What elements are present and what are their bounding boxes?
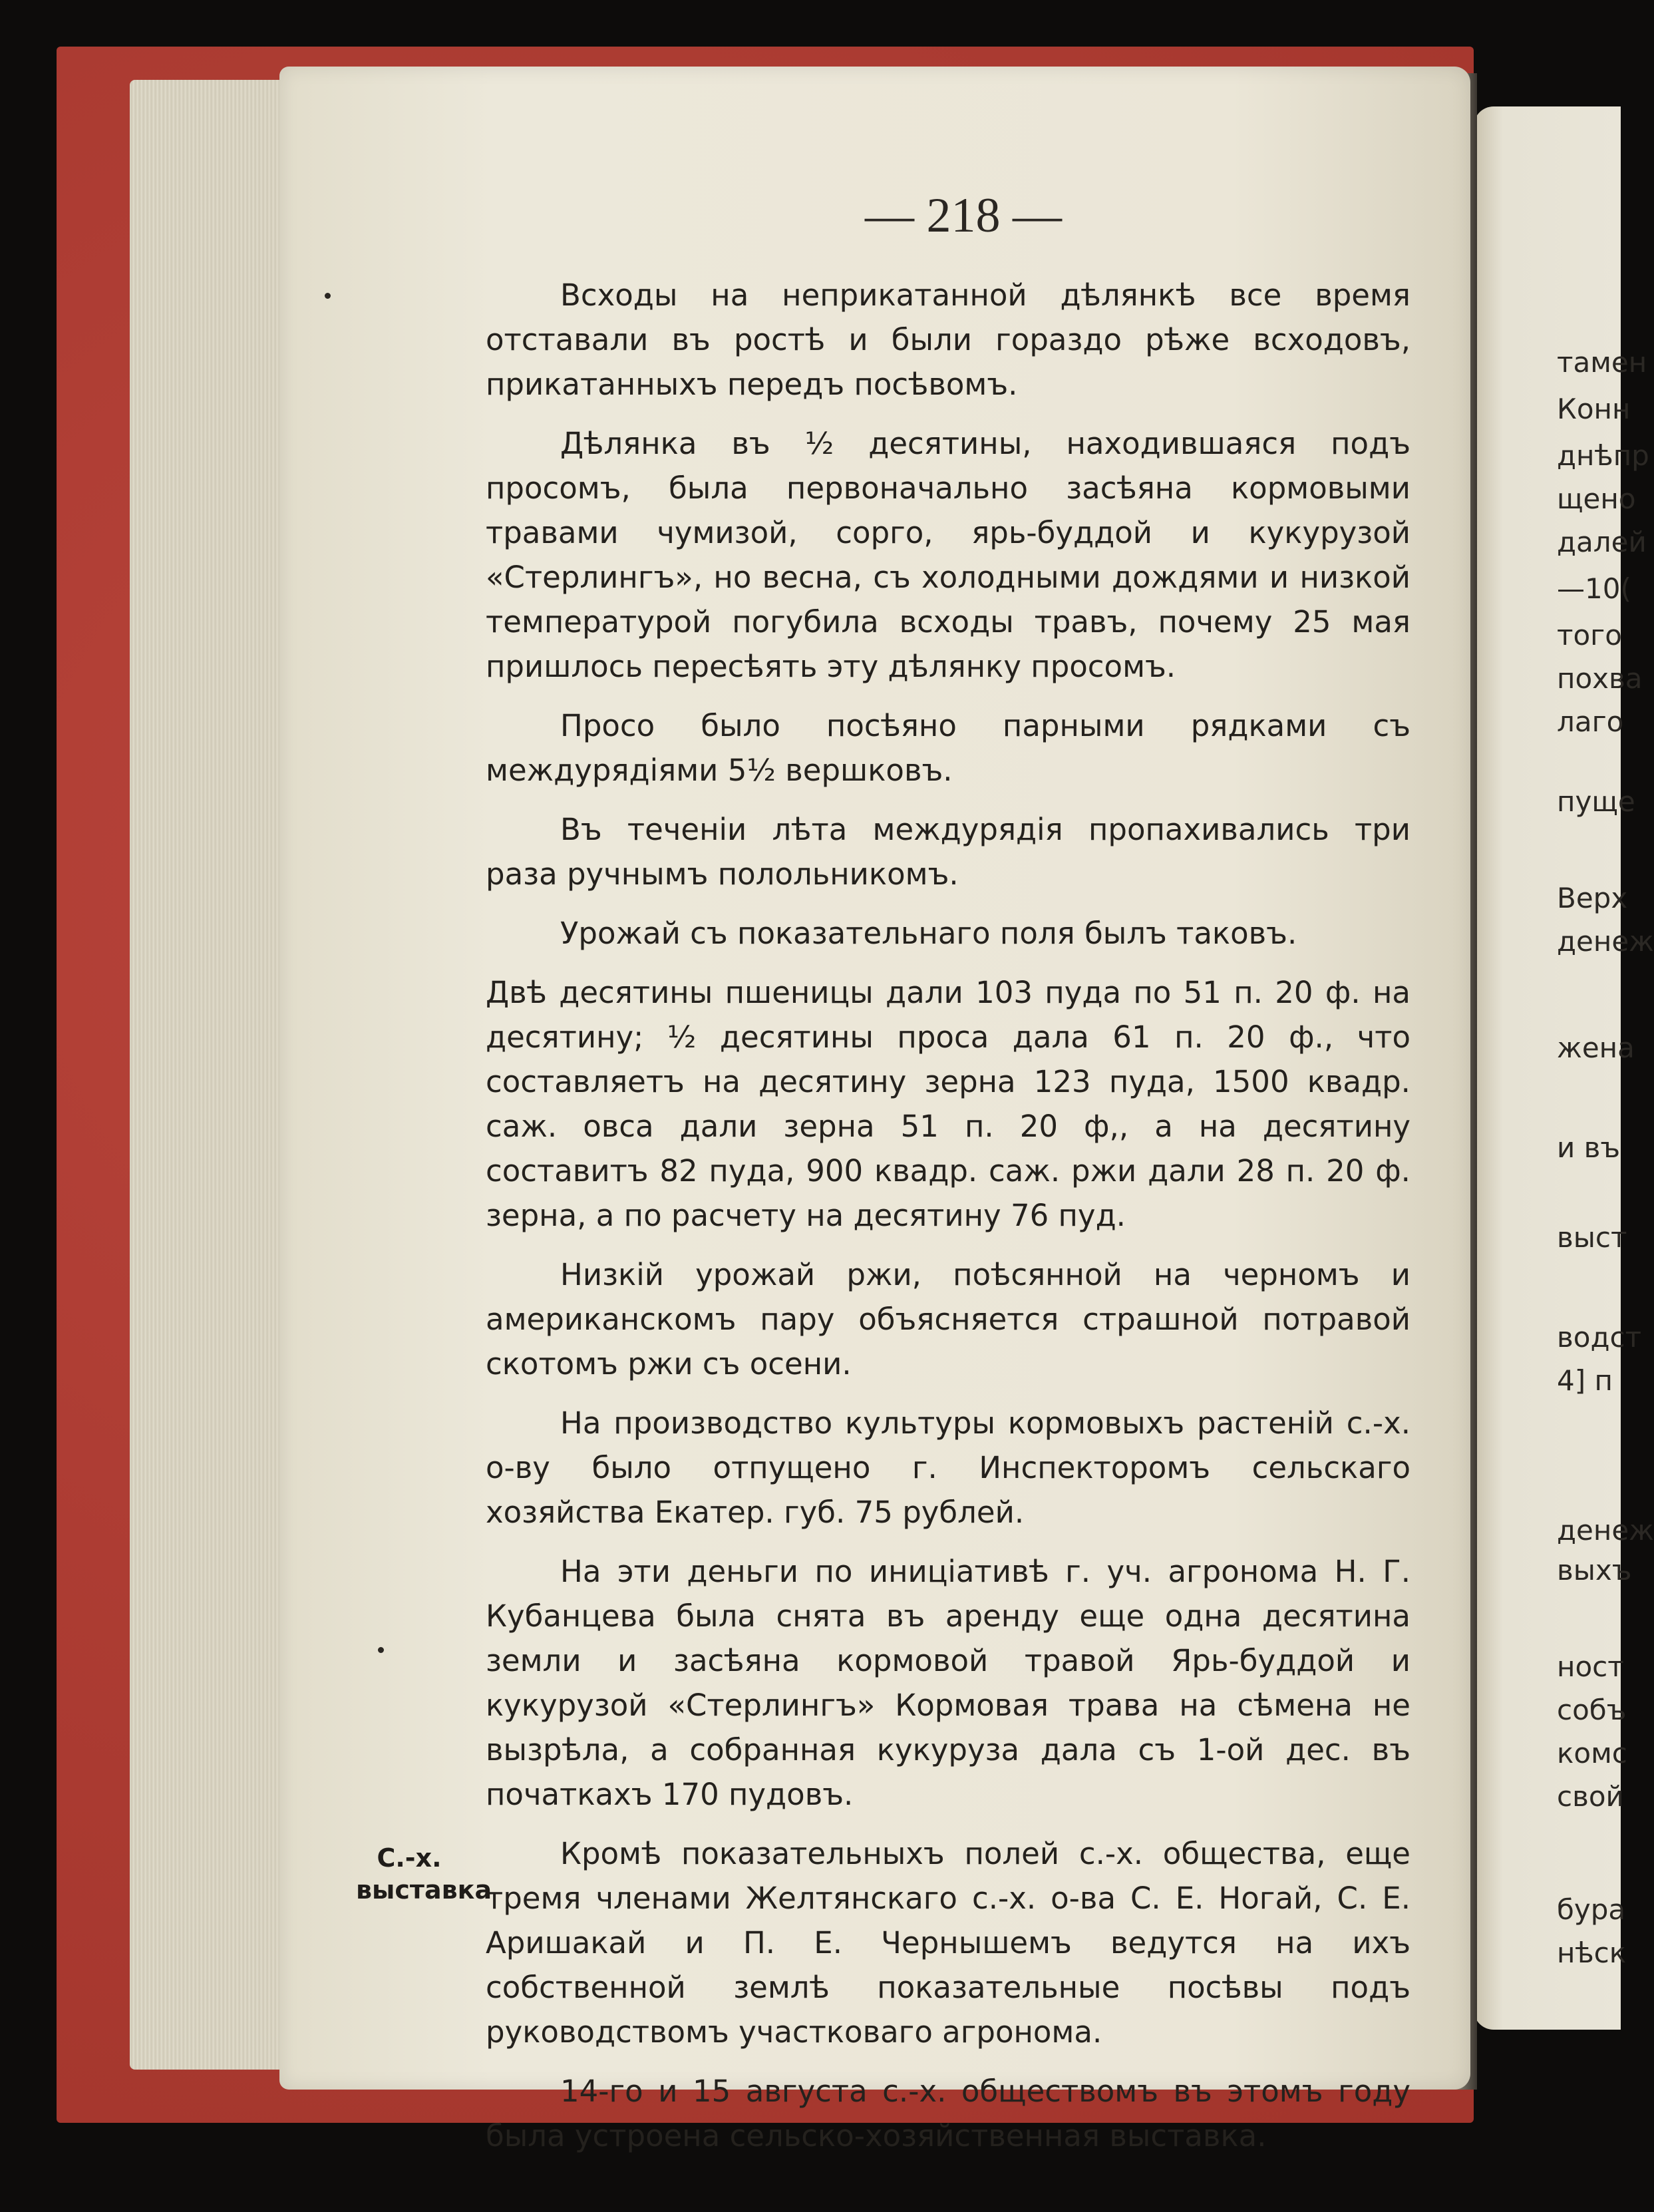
paragraph: Урожай съ показательнаго поля былъ таковъ. xyxy=(560,916,1297,951)
paragraph: Дѣлянка въ ½ десятины, находившаяся подъ просомъ, была первоначально засѣяна кормовыми травами чумизой, сорго, ярь-буддой и кукурузой «Стерлингъ», но весна, съ холодными дождями и низкой температурой погубила всходы травъ, почему 25 мая пришлось пересѣять эту дѣлянку просомъ. xyxy=(486,426,1410,684)
facing-page-line: денеж xyxy=(1557,925,1654,958)
facing-page-line: жена xyxy=(1557,1031,1635,1064)
facing-page-line: похва xyxy=(1557,662,1643,695)
paragraph: Кромѣ показательныхъ полей с.-х. общества, еще тремя членами Желтянскаго с.-х. о-ва С. Е. Ногай, С. Е. Аришакай и П. Е. Чернышемъ ведутся на ихъ собственной землѣ показательные посѣвы подъ руководствомъ участковаго агронома. xyxy=(486,1836,1410,2050)
facing-page-line: тамен xyxy=(1557,346,1647,379)
facing-page-line: днѣпр xyxy=(1557,439,1649,472)
facing-page-line: далей xyxy=(1557,526,1647,558)
facing-page-line: лаго xyxy=(1557,705,1624,738)
facing-page-line: водст xyxy=(1557,1321,1642,1354)
paragraph: На эти деньги по иниціативѣ г. уч. агронома Н. Г. Кубанцева была снята въ аренду еще одна десятина земли и засѣяна кормовой травой Ярь-буддой и кукурузой «Стерлингъ» Кормовая трава на сѣмена не вызрѣла, а собранная кукуруза дала съ 1-ой дес. въ початкахъ 170 пудовъ. xyxy=(486,1554,1410,1812)
facing-page-line: 4] п xyxy=(1557,1364,1613,1397)
paragraph: Просо было посѣяно парными рядками съ междурядіями 5½ вершковъ. xyxy=(486,708,1410,788)
page-edges xyxy=(130,80,303,2070)
facing-page-line: щено xyxy=(1557,482,1636,515)
paragraph: Двѣ десятины пшеницы дали 103 пуда по 51 п. 20 ф. на десятину; ½ десятины проса дала 61 п. 20 ф., что составляетъ на десятину зерна 123 пуда, 1500 квадр. саж. овса дали зерна 51 п. 20 ф,, а на десятину составитъ 82 пуда, 900 квадр. саж. ржи дали 28 п. 20 ф. зерна, а по расчету на десятину 76 пуд. xyxy=(486,975,1410,1233)
page-number: — 218 — xyxy=(865,188,1062,243)
margin-mark xyxy=(378,1647,384,1653)
facing-page-line: выхъ xyxy=(1557,1554,1632,1586)
facing-page-line: свой xyxy=(1557,1780,1624,1813)
facing-page-line: Верх xyxy=(1557,882,1628,914)
paragraph: Въ теченіи лѣта междурядія пропахивались три раза ручнымъ полольникомъ. xyxy=(486,812,1410,892)
facing-page-line: нѣск xyxy=(1557,1936,1627,1969)
paragraph: 14-го и 15 августа с.-х. обществомъ въ этомъ году была устроена сельско-хозяйственная выставка. xyxy=(486,2074,1410,2153)
facing-page-line: денеж xyxy=(1557,1514,1654,1547)
facing-page-line: бура xyxy=(1557,1893,1626,1926)
margin-sidenote: С.-х. выставка xyxy=(356,1843,492,1905)
facing-page-line: ност xyxy=(1557,1650,1624,1683)
facing-page-line: собъ xyxy=(1557,1694,1627,1726)
body-text xyxy=(486,273,1410,2173)
facing-page-line: комс xyxy=(1557,1737,1627,1769)
facing-page-line: пуще xyxy=(1557,785,1635,818)
paragraph: Низкій урожай ржи, поѣсянной на черномъ и американскомъ пару объясняется страшной потравой скотомъ ржи съ осени. xyxy=(486,1257,1410,1382)
facing-page-line: —10( xyxy=(1557,572,1631,605)
paragraph: Всходы на неприкатанной дѣлянкѣ все время отставали въ ростѣ и были гораздо рѣже всходовъ, прикатанныхъ передъ посѣвомъ. xyxy=(486,277,1410,402)
facing-page-line: выст xyxy=(1557,1221,1627,1254)
margin-mark xyxy=(325,293,331,299)
paragraph: На производство культуры кормовыхъ растеній с.-х. о-ву было отпущено г. Инспекторомъ сельскаго хозяйства Екатер. губ. 75 рублей. xyxy=(486,1405,1410,1530)
facing-page-line: Конн xyxy=(1557,393,1631,425)
facing-page-line: того xyxy=(1557,619,1622,651)
facing-page-line: и въ xyxy=(1557,1131,1621,1164)
